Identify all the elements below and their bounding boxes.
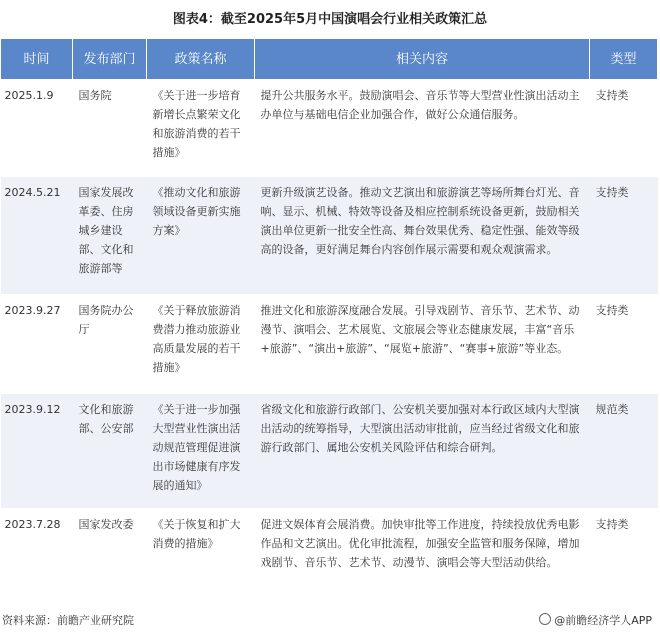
cell-date: 2023.9.12 xyxy=(1,394,73,509)
brand-logo-icon xyxy=(539,613,551,625)
cell-policy: 《推动文化和旅游领域设备更新实施方案》 xyxy=(147,177,255,295)
cell-dept: 国家发展改革委、住房城乡建设部、文化和旅游部等 xyxy=(73,177,147,295)
header-policy: 政策名称 xyxy=(147,39,255,80)
cell-type: 支持类 xyxy=(590,509,658,604)
cell-dept: 文化和旅游部、公安部 xyxy=(73,394,147,509)
policy-table xyxy=(0,38,658,604)
cell-policy: 《关于进一步培育新增长点繁荣文化和旅游消费的若干措施》 xyxy=(147,80,255,177)
chart-title: 图表4：截至2025年5月中国演唱会行业相关政策汇总 xyxy=(172,12,488,27)
cell-policy: 《关于恢复和扩大消费的措施》 xyxy=(147,509,255,604)
cell-date: 2023.9.27 xyxy=(1,295,73,394)
brand-credit-text: @前瞻经济学人APP xyxy=(554,614,652,627)
cell-type: 支持类 xyxy=(590,177,658,295)
cell-dept: 国务院办公厅 xyxy=(73,295,147,394)
cell-date: 2024.5.21 xyxy=(1,177,73,295)
cell-content: 提升公共服务水平。鼓励演唱会、音乐节等大型营业性演出活动主办单位与基础电信企业加强合作，做好公众通信服务。 xyxy=(255,80,590,177)
header-dept: 发布部门 xyxy=(73,39,147,80)
header-type: 类型 xyxy=(590,39,658,80)
cell-date: 2025.1.9 xyxy=(1,80,73,177)
table-row xyxy=(1,80,658,177)
cell-type: 规范类 xyxy=(590,394,658,509)
cell-content: 更新升级演艺设备。推动文艺演出和旅游演艺等场所舞台灯光、音响、显示、机械、特效等设备及相应控制系统设备更新，鼓励相关演出单位更新一批安全性高、舞台效果优秀、稳定性强、能效等级高的设备，更好满足舞台内容创作展示需要和观众观演需求。 xyxy=(255,177,590,295)
table-row xyxy=(1,509,658,604)
cell-date: 2023.7.28 xyxy=(1,509,73,604)
cell-content: 省级文化和旅游行政部门、公安机关要加强对本行政区域内大型演出活动的统筹指导，大型演出活动审批前，应当经过省级文化和旅游行政部门、属地公安机关风险评估和综合研判。 xyxy=(255,394,590,509)
cell-content: 推进文化和旅游深度融合发展。引导戏剧节、音乐节、艺术节、动漫节、演唱会、艺术展览、文旅展会等业态健康发展，丰富“音乐+旅游”、“演出+旅游”、“展览+旅游”、“赛事+旅游”等业态。 xyxy=(255,295,590,394)
cell-type: 支持类 xyxy=(590,80,658,177)
cell-policy: 《关于释放旅游消费潜力推动旅游业高质量发展的若干措施》 xyxy=(147,295,255,394)
brand-credit xyxy=(539,612,652,628)
cell-type: 支持类 xyxy=(590,295,658,394)
cell-dept: 国家发改委 xyxy=(73,509,147,604)
header-content: 相关内容 xyxy=(255,39,590,80)
cell-policy: 《关于进一步加强大型营业性演出活动规范管理促进演出市场健康有序发展的通知》 xyxy=(147,394,255,509)
table-row xyxy=(1,295,658,394)
cell-content: 促进文娱体育会展消费。加快审批等工作进度，持续投放优秀电影作品和文艺演出。优化审批流程，加强安全监管和服务保障，增加戏剧节、音乐节、艺术节、动漫节、演唱会等大型活动供给。 xyxy=(255,509,590,604)
source-note: 资料来源：前瞻产业研究院 xyxy=(2,614,134,627)
table-header-row xyxy=(1,39,658,80)
table-row xyxy=(1,394,658,509)
cell-dept: 国务院 xyxy=(73,80,147,177)
header-date: 时间 xyxy=(1,39,73,80)
table-row xyxy=(1,177,658,295)
